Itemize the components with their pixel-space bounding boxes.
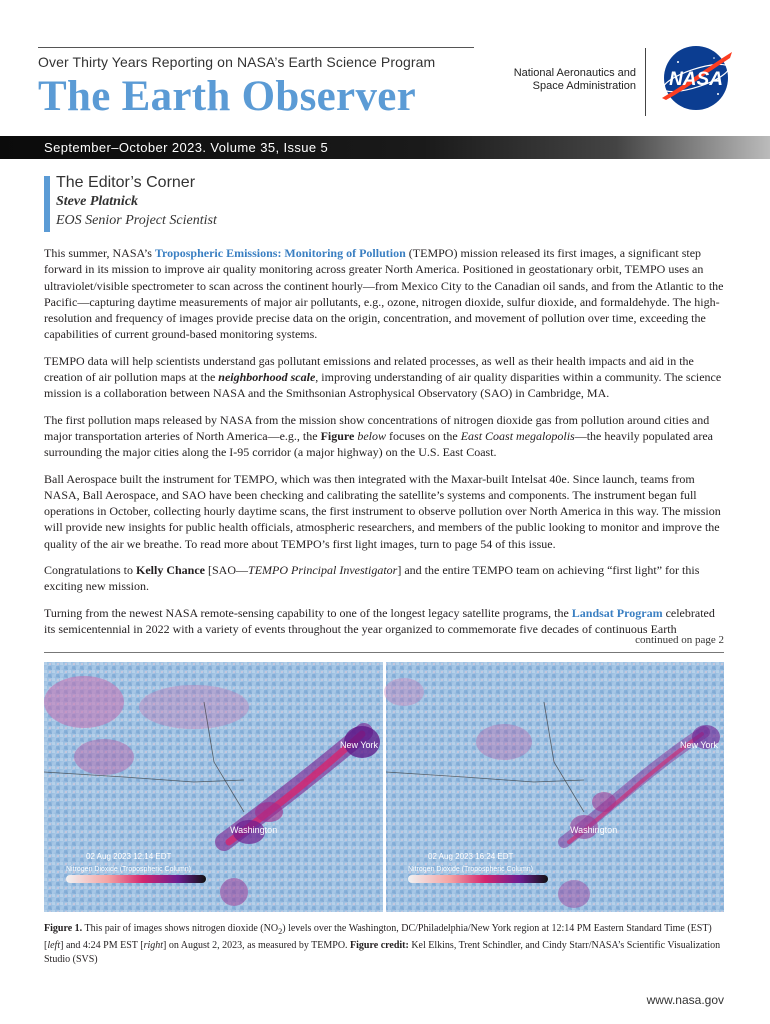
right-legend-bar: [408, 875, 548, 883]
text: Kel Elkins, Trent Schindler, and Cindy Starr/NASA’s Scientific Visualization Studio (SVS): [44, 940, 721, 965]
issue-band: [0, 136, 770, 159]
agency-line-1: National Aeronautics and: [513, 67, 636, 79]
subscript: 2: [278, 927, 283, 936]
issue-info: September–October 2023. Volume 35, Issue 5: [44, 140, 329, 155]
right-timestamp: 02 Aug 2023 16:24 EDT: [428, 852, 514, 861]
editors-corner-accent: [44, 176, 50, 232]
text: Turning from the newest NASA remote-sensing capability to one of the longest legacy satellite programs, the: [44, 605, 572, 620]
continued-note: continued on page 2: [635, 634, 724, 646]
masthead-tagline: Over Thirty Years Reporting on NASA’s Earth Science Program: [38, 54, 436, 70]
text: , improving understanding of air quality disparities within a community. The science mission is a collaboration between NASA and the Smithsonian Astrophysical Observatory (SAO) in Cambridge, MA.: [44, 370, 722, 401]
text: ) levels over the Washington, DC/Philadelphia/New York region at 12:14 PM Eastern Standard Time (EST) [: [44, 923, 712, 951]
no2-figure: [44, 662, 724, 912]
caption-label: Figure 1.: [44, 923, 83, 934]
paragraph-2: [44, 353, 724, 402]
emphasis: right: [143, 940, 164, 951]
credit-label: Figure credit:: [350, 940, 409, 951]
text: TEMPO data will help scientists understand gas pollutant emissions and related processes, as well as their health impacts and aid in the creation of air pollution maps at the: [44, 353, 694, 385]
text: (TEMPO) mission released its first images, a significant step forward in its mission to improve air quality monitoring across greater North America. Positioned in geostationary orbit, TEMPO uses an ultraviolet/visible spectrometer to scan across the continent hourly—from Mexico City to the Canadian oil sands, and from the Atlantic to the Pacific—capturing daytime measurements of major air pollutants, e.g., ozone, nitrogen dioxide, sulfur dioxide, and formaldehyde. The high-resolution and frequency of images provide precise data on the origin, concentration, and movement of pollution over time, exceeding the capabilities of current ground-based monitoring systems.: [44, 246, 724, 342]
masthead-title: The Earth Observer: [38, 73, 417, 120]
agency-name: [506, 67, 636, 93]
emphasis: East Coast megalopolis: [460, 428, 575, 443]
editors-corner-heading: The Editor’s Corner: [56, 174, 196, 191]
paragraph-1: [44, 245, 724, 343]
text: This summer, NASA’s: [44, 246, 155, 260]
paragraph-6: [44, 605, 724, 638]
author-role: EOS Senior Project Scientist: [56, 213, 217, 228]
nasa-logo-text: NASA: [669, 69, 723, 90]
left-city2-label: Washington: [230, 825, 278, 835]
emphasis: neighborhood scale: [218, 370, 316, 385]
right-city-label: New York: [680, 740, 719, 750]
article-body: [44, 245, 724, 647]
emphasis: TEMPO Principal Investigator: [248, 563, 398, 578]
tempo-link[interactable]: Tropospheric Emissions: Monitoring of Pollution: [154, 246, 406, 260]
text: Congratulations to: [44, 563, 136, 578]
paragraph-5: [44, 562, 724, 595]
figure-panel-left: [44, 662, 384, 912]
footer-url[interactable]: www.nasa.gov: [646, 993, 724, 1007]
text: ] and 4:24 PM EST [: [60, 940, 144, 951]
figure-ref: Figure: [320, 428, 355, 443]
landsat-link[interactable]: Landsat Program: [571, 605, 663, 620]
agency-line-2: Space Administration: [532, 80, 636, 92]
text: celebrated its semicentennial in 2022 with a variety of events throughout the year organized to commemorate five decades of continuous Earth: [44, 605, 715, 636]
figure-caption: [44, 922, 724, 967]
left-city-label: New York: [340, 740, 379, 750]
left-legend-bar: [66, 875, 206, 883]
text: [SAO—: [205, 563, 249, 578]
author-name: Steve Platnick: [56, 194, 139, 209]
text: ] on August 2, 2023, as measured by TEMPO.: [163, 940, 351, 951]
text: —the heavily populated area surrounding the major cities along the I-95 corridor (a major highway) on the U.S. East Coast.: [44, 428, 713, 460]
header-divider: [645, 48, 646, 116]
left-timestamp: 02 Aug 2023 12:14 EDT: [86, 852, 172, 861]
emphasis: left: [47, 940, 61, 951]
paragraph-4: Ball Aerospace built the instrument for TEMPO, which was then integrated with the Maxar-built Intelsat 40e. Since launch, teams from NASA, Ball Aerospace, and SAO have been checking and calibrating the satellite’s systems and components. The instrument began full operations in October, collecting hourly daytime scans, the first instrument to observe pollution over North America in this way. The mission will provide new insights for public health officials, atmospheric researchers, and members of the public looking to monitor and improve the quality of the air we breathe. To read more about TEMPO’s first light images, turn to page 54 of this issue.: [44, 471, 721, 551]
nasa-logo-icon: [656, 44, 736, 112]
left-legend-label: Nitrogen Dioxide (Tropospheric Column): [66, 866, 192, 873]
right-legend-label: Nitrogen Dioxide (Tropospheric Column): [408, 866, 534, 873]
text: This pair of images shows nitrogen dioxide (NO: [82, 923, 279, 934]
person-name: Kelly Chance: [136, 563, 205, 578]
text: The first pollution maps released by NASA from the mission show concentrations of nitrogen dioxide gas from pollution around cities and major transportation arteries of North America—e.g., the: [44, 412, 710, 443]
emphasis: below: [354, 428, 387, 443]
header-rule: [38, 47, 474, 48]
text: ] and the entire TEMPO team on achieving “first light” for this exciting new mission.: [44, 563, 700, 594]
paragraph-3: [44, 412, 724, 461]
figure-rule: [44, 652, 724, 653]
text: focuses on the: [386, 428, 461, 443]
right-city2-label: Washington: [570, 825, 618, 835]
figure-panel-right: [384, 662, 724, 912]
